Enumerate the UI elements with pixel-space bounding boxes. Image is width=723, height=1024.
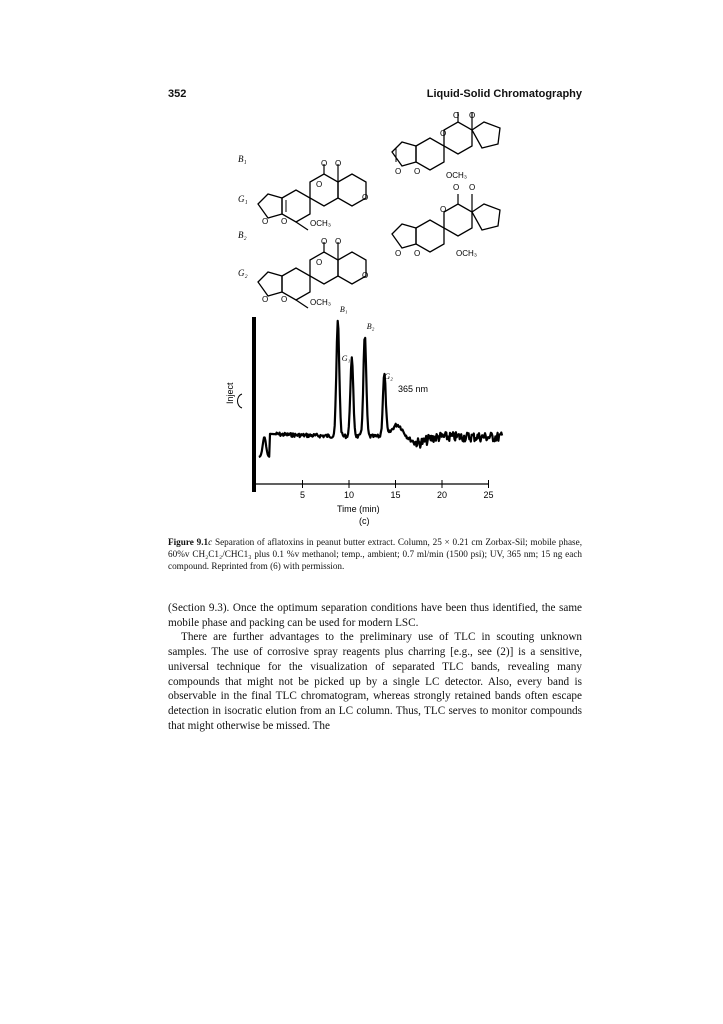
atom-o: O — [440, 205, 447, 214]
atom-o: O — [316, 180, 323, 189]
peak-label: B₂ — [366, 322, 375, 331]
peak-label: G₁ — [341, 354, 351, 363]
atom-o: O — [395, 167, 402, 176]
atom-o: O — [440, 129, 447, 138]
atom-o: O — [469, 112, 476, 120]
peak-label: G₂ — [384, 372, 393, 381]
caption-label: Figure 9.1 — [168, 537, 209, 547]
atom-o: O — [414, 249, 421, 258]
substituent-och3: OCH₃ — [446, 171, 468, 180]
chromatogram — [225, 305, 502, 526]
atom-o: O — [395, 249, 402, 258]
axis-tick-label: 25 — [483, 490, 494, 500]
figure — [150, 112, 590, 532]
running-title: Liquid-Solid Chromatography — [426, 88, 582, 100]
atom-o: O — [362, 271, 369, 280]
atom-o: O — [362, 193, 369, 202]
substituent-och3: OCH₃ — [310, 298, 332, 307]
atom-o: O — [469, 183, 476, 192]
structure-right-lower — [392, 194, 500, 252]
peak-label: B₁ — [339, 305, 348, 314]
paragraph: (Section 9.3). Once the optimum separation conditions have been thus identified, the same mobile phase and packing can be used for modern LSC. — [168, 602, 582, 629]
panel-letter: (c) — [359, 516, 370, 526]
wavelength-label: 365 nm — [398, 384, 429, 394]
axis-tick-label: 20 — [436, 490, 448, 500]
time-axis-ticks — [300, 480, 494, 500]
figure-svg — [150, 112, 590, 532]
atom-o: O — [321, 237, 328, 246]
inject-label: Inject — [225, 382, 235, 404]
page-number: 352 — [168, 88, 187, 100]
axis-title: Time (min) — [337, 504, 380, 514]
atom-o: O — [281, 295, 288, 304]
atom-o: O — [335, 159, 342, 168]
caption-label-letter: c — [208, 537, 213, 547]
body-text — [168, 601, 582, 733]
atom-o: O — [281, 217, 288, 226]
injection-bar — [252, 317, 256, 492]
structure-label-b2: B₂ — [238, 230, 247, 240]
atom-o: O — [262, 295, 269, 304]
atom-o: O — [262, 217, 269, 226]
inject-marker — [238, 394, 243, 408]
figure-caption — [168, 536, 582, 572]
chromatogram-trace — [259, 321, 502, 457]
axis-tick-label: 10 — [343, 490, 355, 500]
atom-o: O — [453, 183, 460, 192]
structure-label-b1: B₁ — [238, 154, 247, 164]
atom-o: O — [316, 258, 323, 267]
axis-tick-label: 15 — [390, 490, 401, 500]
structure-label-g2: G₂ — [238, 268, 248, 278]
caption-text: Separation of aflatoxins in peanut butter extract. Column, 25 × 0.21 cm Zorbax-Sil; mobile phase, 60%v CH₂C1₂/CHC1₃ plus 0.1 %v methanol; temp., ambient; 0.7 ml/min (1500 psi); UV, 365 nm; 15 ng each compound. Reprinted from (6) with permission. — [168, 537, 582, 571]
substituent-och3: OCH₃ — [456, 249, 478, 258]
atom-o: O — [453, 112, 460, 120]
axis-tick-label: 5 — [299, 490, 306, 500]
structure-label-g1: G₁ — [238, 194, 248, 204]
structure-right-upper — [392, 112, 500, 170]
atom-o: O — [335, 237, 342, 246]
running-header — [168, 88, 582, 104]
paragraph: There are further advantages to the preliminary use of TLC in scouting unknown samples. The use of corrosive spray reagents plus charring [e.g., see (2)] is a sensitive, universal technique for the visualization of separated TLC bands, revealing many compounds that might not be picked up by a single LC detector. Also, every band is observable in the final TLC chromatogram, whereas strongly retained bands often escape detection in isocratic elution from an LC column. Thus, TLC serves to monitor compounds that might otherwise be missed. The — [168, 631, 582, 732]
atom-o: O — [414, 167, 421, 176]
substituent-och3: OCH₃ — [310, 219, 332, 228]
atom-o: O — [321, 159, 328, 168]
